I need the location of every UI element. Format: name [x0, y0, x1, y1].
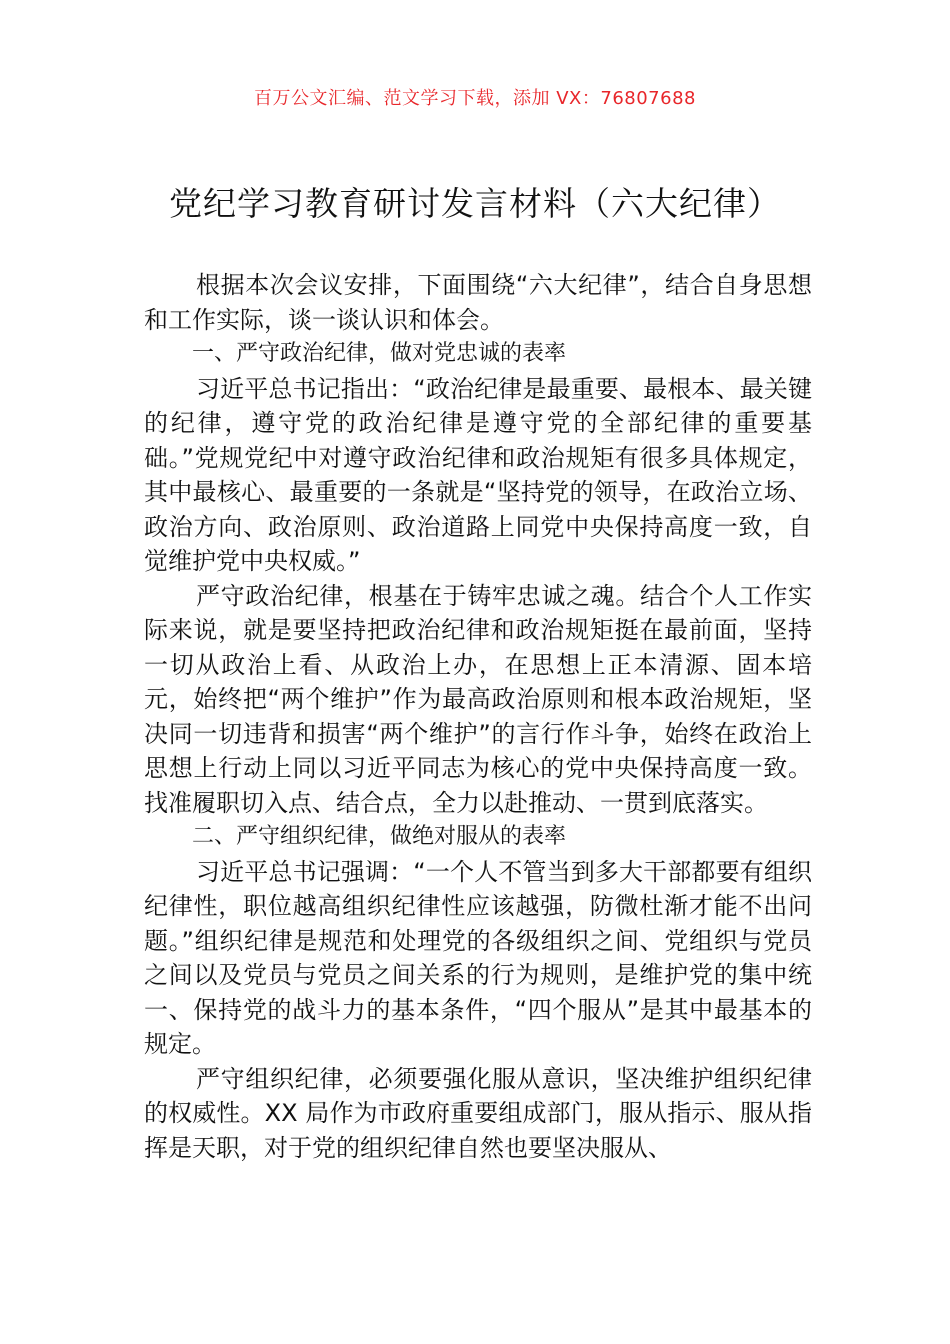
paragraph-organization-quote: 习近平总书记强调：“一个人不管当到多大干部都要有组织纪律性，职位越高组织纪律性应该越强，防微杜渐才能不出问题。”组织纪律是规范和处理党的各级组织之间、党组织与党员之间以及党员与党员之间关系的行为规则，是维护党的集中统一、保持党的战斗力的基本条件，“四个服从”是其中最基本的规定。 — [144, 857, 812, 1058]
header-note: 百万公文汇编、范文学习下载，添加 VX：76807688 — [254, 88, 696, 109]
section-heading-1: 一、严守政治纪律，做对党忠诚的表率 — [192, 341, 567, 366]
paragraph-organization-practice: 严守组织纪律，必须要强化服从意识，坚决维护组织纪律的权威性。XX 局作为市政府重要组成部门，服从指示、服从指挥是天职，对于党的组织纪律自然也要坚决服从、 — [144, 1064, 812, 1162]
document-title: 党纪学习教育研讨发言材料（六大纪律） — [169, 184, 781, 223]
document-body — [144, 268, 812, 1165]
paragraph-intro: 根据本次会议安排，下面围绕“六大纪律”，结合自身思想和工作实际，谈一谈认识和体会。 — [144, 271, 812, 334]
paragraph-political-quote: 习近平总书记指出：“政治纪律是最重要、最根本、最关键的纪律，遵守党的政治纪律是遵守党的全部纪律的重要基础。”党规党纪中对遵守政治纪律和政治规矩有很多具体规定，其中最核心、最重要的一条就是“坚持党的领导，在政治立场、政治方向、政治原则、政治道路上同党中央保持高度一致，自觉维护党中央权威。” — [144, 374, 812, 575]
section-heading-2: 二、严守组织纪律，做绝对服从的表率 — [192, 824, 567, 849]
paragraph-political-practice: 严守政治纪律，根基在于铸牢忠诚之魂。结合个人工作实际来说，就是要坚持把政治纪律和政治规矩挺在最前面，坚持一切从政治上看、从政治上办，在思想上正本清源、固本培元，始终把“两个维护”作为最高政治原则和根本政治规矩，坚决同一切违背和损害“两个维护”的言行作斗争，始终在政治上思想上行动上同以习近平同志为核心的党中央保持高度一致。找准履职切入点、结合点，全力以赴推动、一贯到底落实。 — [144, 581, 812, 817]
